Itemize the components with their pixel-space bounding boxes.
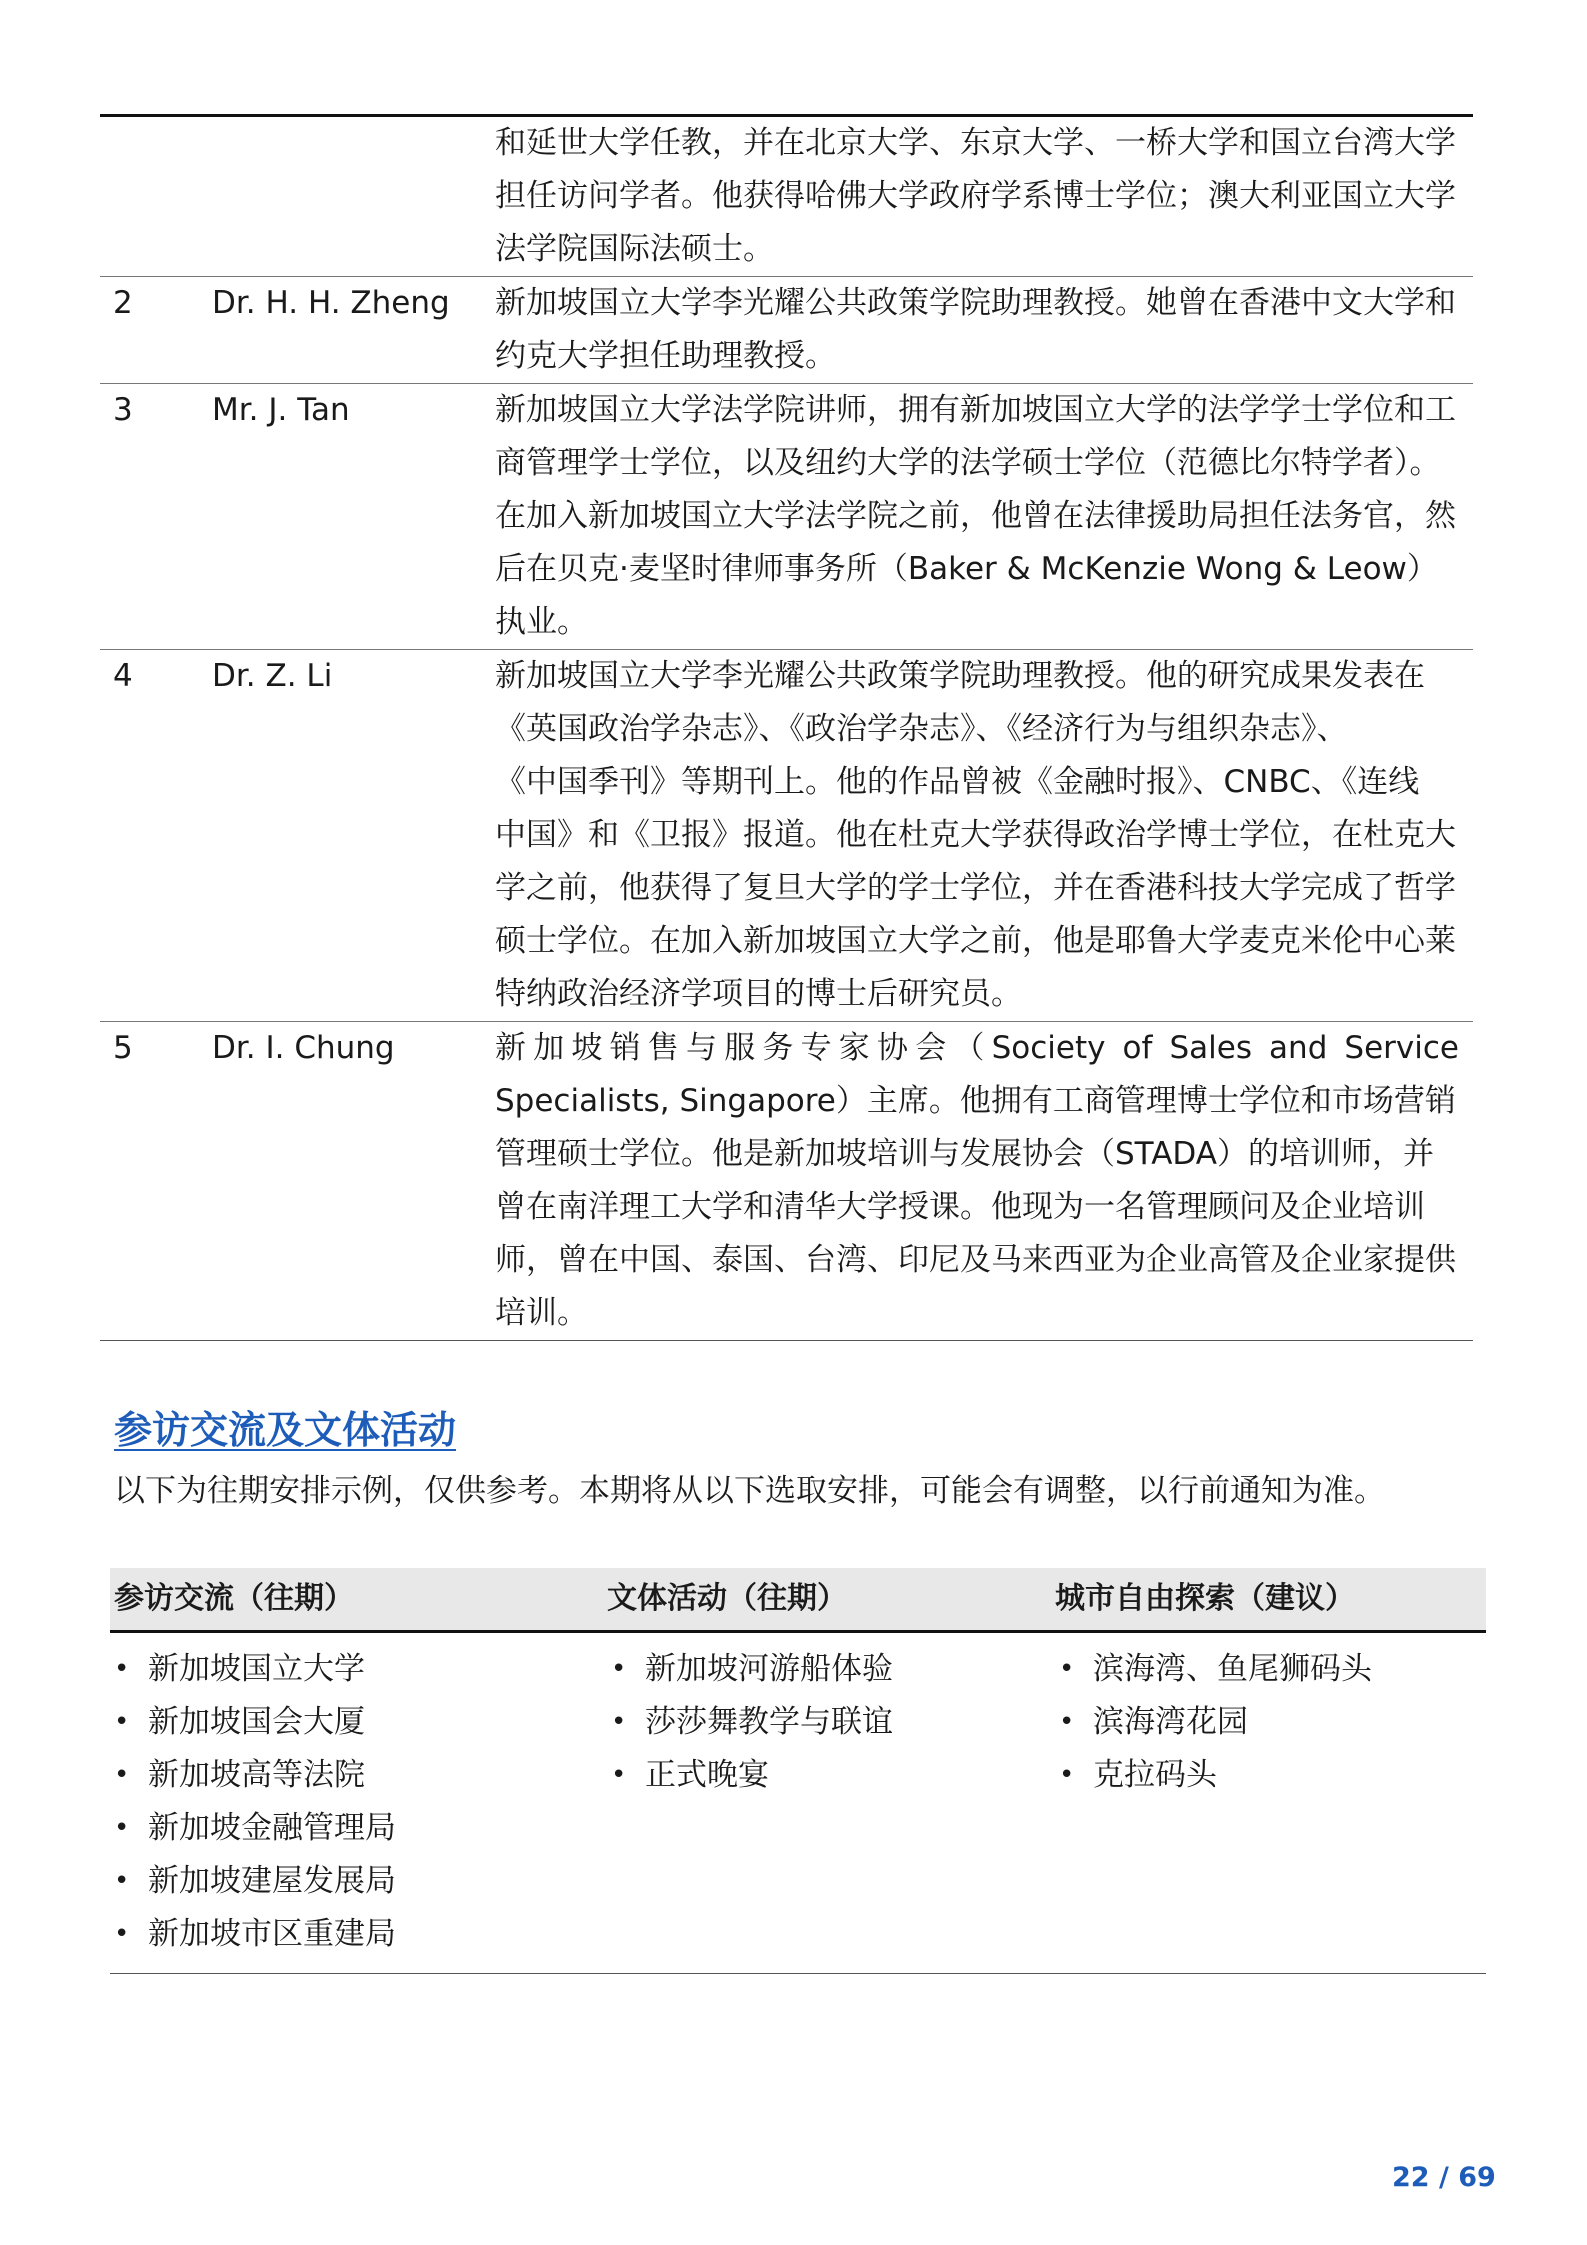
bullet: •	[1059, 1707, 1075, 1737]
list-item: • 正式晚宴	[607, 1749, 1055, 1802]
bullet: •	[611, 1707, 627, 1737]
faculty-name: Dr. H. H. Zheng	[212, 285, 450, 321]
section-title: 参访交流及文体活动	[114, 1408, 457, 1452]
row-number	[100, 117, 212, 276]
page-number: 22 / 69	[1392, 2162, 1496, 2193]
description-line: 曾在南洋理工大学和清华大学授课。他现为一名管理顾问及企业培训	[495, 1189, 1425, 1225]
table-row	[100, 276, 1473, 383]
faculty-name: Dr. Z. Li	[212, 658, 333, 694]
section-intro: 以下为往期安排示例，仅供参考。本期将从以下选取安排，可能会有调整，以行前通知为准。	[114, 1473, 1385, 1509]
row-number: 3	[113, 392, 133, 428]
header-visits: 参访交流（往期）	[114, 1581, 354, 1616]
description-line: 执业。	[495, 604, 588, 640]
description-line: 特纳政治经济学项目的博士后研究员。	[495, 976, 1022, 1012]
faculty-description	[495, 1022, 1473, 1340]
list-item: • 滨海湾花园	[1055, 1696, 1486, 1749]
list-item: • 新加坡高等法院	[110, 1749, 607, 1802]
bullet: •	[114, 1866, 130, 1896]
bullet: •	[114, 1760, 130, 1790]
list-item: • 新加坡建屋发展局	[110, 1855, 607, 1908]
faculty-description	[495, 384, 1473, 649]
faculty-description	[495, 277, 1473, 383]
bullet: •	[114, 1813, 130, 1843]
faculty-name: Mr. J. Tan	[212, 392, 350, 428]
bullet: •	[611, 1760, 627, 1790]
list-item: • 莎莎舞教学与联谊	[607, 1696, 1055, 1749]
description-line: 培训。	[495, 1295, 588, 1331]
description-line: 和延世大学任教，并在北京大学、东京大学、一桥大学和国立台湾大学	[495, 125, 1456, 161]
list-item: • 滨海湾、鱼尾狮码头	[1055, 1643, 1486, 1696]
description-line: 法学院国际法硕士。	[495, 231, 774, 267]
bullet: •	[114, 1919, 130, 1949]
faculty-table	[100, 114, 1473, 1341]
bullet: •	[611, 1654, 627, 1684]
faculty-description	[495, 650, 1473, 1021]
table-row	[100, 383, 1473, 649]
description-line: 约克大学担任助理教授。	[495, 338, 836, 374]
description-line: 《中国季刊》等期刊上。他的作品曾被《金融时报》、CNBC、《连线	[495, 764, 1420, 800]
description-line: 后在贝克·麦坚时律师事务所（Baker & McKenzie Wong & Leow）	[495, 551, 1438, 587]
activities-body	[110, 1633, 1486, 1973]
table-row	[100, 1021, 1473, 1340]
row-number: 4	[113, 658, 133, 694]
description-line: 新加坡国立大学法学院讲师，拥有新加坡国立大学的法学学士学位和工	[495, 392, 1456, 428]
list-item: • 新加坡国立大学	[110, 1643, 607, 1696]
table-row	[100, 117, 1473, 276]
list-item: • 克拉码头	[1055, 1749, 1486, 1802]
activities-table	[110, 1568, 1486, 1974]
description-line: 商管理学士学位，以及纽约大学的法学硕士学位（范德比尔特学者）。	[495, 445, 1441, 481]
faculty-name: Dr. I. Chung	[212, 1030, 395, 1066]
description-line: 中国》和《卫报》报道。他在杜克大学获得政治学博士学位，在杜克大	[495, 817, 1456, 853]
description-line: 新加坡国立大学李光耀公共政策学院助理教授。他的研究成果发表在	[495, 658, 1425, 694]
bullet: •	[1059, 1654, 1075, 1684]
explore-list	[1055, 1643, 1486, 1961]
description-line: Specialists, Singapore）主席。他拥有工商管理博士学位和市场营销	[495, 1083, 1456, 1119]
description-line: 新加坡国立大学李光耀公共政策学院助理教授。她曾在香港中文大学和	[495, 285, 1456, 321]
faculty-description	[495, 117, 1473, 276]
table-row	[100, 649, 1473, 1021]
cultural-list	[607, 1643, 1055, 1961]
row-number: 5	[113, 1030, 133, 1066]
description-line: 新加坡销售与服务专家协会（Society of Sales and Service	[495, 1030, 1459, 1066]
list-item: • 新加坡国会大厦	[110, 1696, 607, 1749]
list-item: • 新加坡金融管理局	[110, 1802, 607, 1855]
header-cultural: 文体活动（往期）	[607, 1581, 847, 1616]
bullet: •	[114, 1654, 130, 1684]
description-line: 在加入新加坡国立大学法学院之前，他曾在法律援助局担任法务官，然	[495, 498, 1456, 534]
description-line: 学之前，他获得了复旦大学的学士学位，并在香港科技大学完成了哲学	[495, 870, 1456, 906]
header-explore: 城市自由探索（建议）	[1055, 1581, 1355, 1616]
list-item: • 新加坡河游船体验	[607, 1643, 1055, 1696]
description-line: 硕士学位。在加入新加坡国立大学之前，他是耶鲁大学麦克米伦中心莱	[495, 923, 1456, 959]
activities-header-row	[110, 1568, 1486, 1633]
description-line: 担任访问学者。他获得哈佛大学政府学系博士学位；澳大利亚国立大学	[495, 178, 1456, 214]
description-line: 师，曾在中国、泰国、台湾、印尼及马来西亚为企业高管及企业家提供	[495, 1242, 1456, 1278]
list-item: • 新加坡市区重建局	[110, 1908, 607, 1961]
description-line: 管理硕士学位。他是新加坡培训与发展协会（STADA）的培训师，并	[495, 1136, 1434, 1172]
faculty-name	[212, 117, 495, 276]
description-line: 《英国政治学杂志》、《政治学杂志》、《经济行为与组织杂志》、	[495, 711, 1348, 747]
visits-list	[110, 1643, 607, 1961]
row-number: 2	[113, 285, 133, 321]
bullet: •	[114, 1707, 130, 1737]
bullet: •	[1059, 1760, 1075, 1790]
